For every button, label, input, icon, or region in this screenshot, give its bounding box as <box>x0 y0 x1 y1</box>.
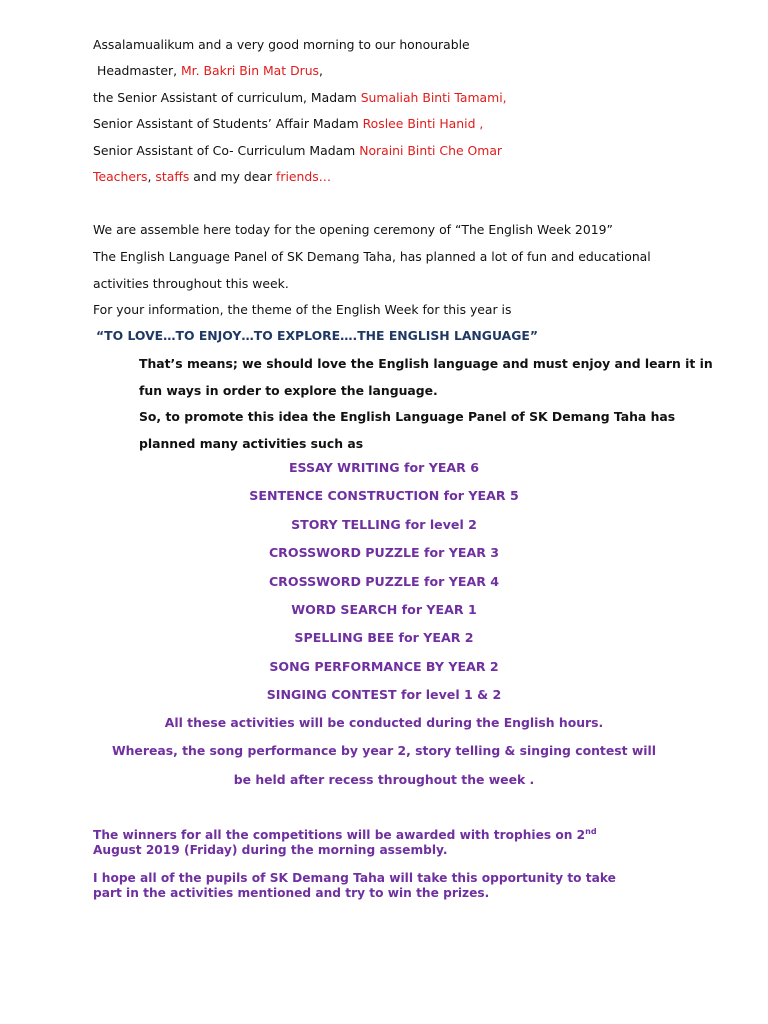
conduct-line-3: be held after recess throughout the week . <box>233 772 535 787</box>
explanation-line-1: That’s means; we should love the English language and must enjoy and learn it in <box>139 356 713 371</box>
intro-paragraph-2a: The English Language Panel of SK Demang Taha, has planned a lot of fun and educational <box>93 249 651 264</box>
conduct-line-1: All these activities will be conducted during the English hours. <box>164 715 604 730</box>
friends-word: friends… <box>275 169 332 184</box>
closing-line-2: part in the activities mentioned and try to win the prizes. <box>93 886 490 900</box>
conduct-line-2: Whereas, the song performance by year 2, story telling & singing contest will <box>111 743 657 758</box>
explanation-line-3: So, to promote this idea the English Language Panel of SK Demang Taha has <box>139 409 676 424</box>
theme-line: “TO LOVE…TO ENJOY…TO EXPLORE….THE ENGLISH LANGUAGE” <box>96 328 539 343</box>
activity-item: CROSSWORD PUZZLE for YEAR 4 <box>268 574 500 589</box>
greeting-line-co-curriculum: Senior Assistant of Co- Curriculum Madam Noraini Binti Che Omar <box>93 143 503 158</box>
explanation-line-2: fun ways in order to explore the language. <box>139 383 438 398</box>
intro-paragraph-1: We are assemble here today for the opening ceremony of “The English Week 2019” <box>93 222 613 237</box>
teachers-word: Teachers <box>93 169 148 184</box>
staffs-word: staffs <box>155 169 190 184</box>
activity-item: SPELLING BEE for YEAR 2 <box>294 630 474 645</box>
greeting-line-curriculum: the Senior Assistant of curriculum, Madam Sumaliah Binti Tamami, <box>93 90 507 105</box>
greeting-line-students-affair: Senior Assistant of Students’ Affair Madam Roslee Binti Hanid , <box>93 116 484 131</box>
awards-line-2: August 2019 (Friday) during the morning assembly. <box>93 843 448 857</box>
curriculum-assistant-name: Sumaliah Binti Tamami, <box>360 90 507 105</box>
activity-item: WORD SEARCH for YEAR 1 <box>291 602 477 617</box>
activity-item: SINGING CONTEST for level 1 & 2 <box>266 687 502 702</box>
intro-paragraph-3: For your information, the theme of the English Week for this year is <box>93 302 512 317</box>
activity-item: SENTENCE CONSTRUCTION for YEAR 5 <box>249 488 519 503</box>
activity-item: SONG PERFORMANCE BY YEAR 2 <box>269 659 499 674</box>
awards-line-1: The winners for all the competitions will be awarded with trophies on 2nd <box>93 826 597 842</box>
greeting-line-headmaster: Headmaster, Mr. Bakri Bin Mat Drus, <box>97 63 323 78</box>
greeting-line-1: Assalamualikum and a very good morning to our honourable <box>93 37 470 52</box>
closing-line-1: I hope all of the pupils of SK Demang Taha will take this opportunity to take <box>93 871 616 885</box>
activity-item: STORY TELLING for level 2 <box>291 517 477 532</box>
activity-item: ESSAY WRITING for YEAR 6 <box>288 460 480 475</box>
ordinal-suffix: nd <box>585 826 597 836</box>
co-curriculum-assistant-name: Noraini Binti Che Omar <box>359 143 503 158</box>
explanation-line-4: planned many activities such as <box>139 436 364 451</box>
activity-item: CROSSWORD PUZZLE for YEAR 3 <box>268 545 500 560</box>
intro-paragraph-2b: activities throughout this week. <box>93 276 289 291</box>
greeting-line-teachers: Teachers, staffs and my dear friends… <box>93 169 332 184</box>
headmaster-name: Mr. Bakri Bin Mat Drus <box>180 63 320 78</box>
students-affair-assistant-name: Roslee Binti Hanid , <box>362 116 484 131</box>
